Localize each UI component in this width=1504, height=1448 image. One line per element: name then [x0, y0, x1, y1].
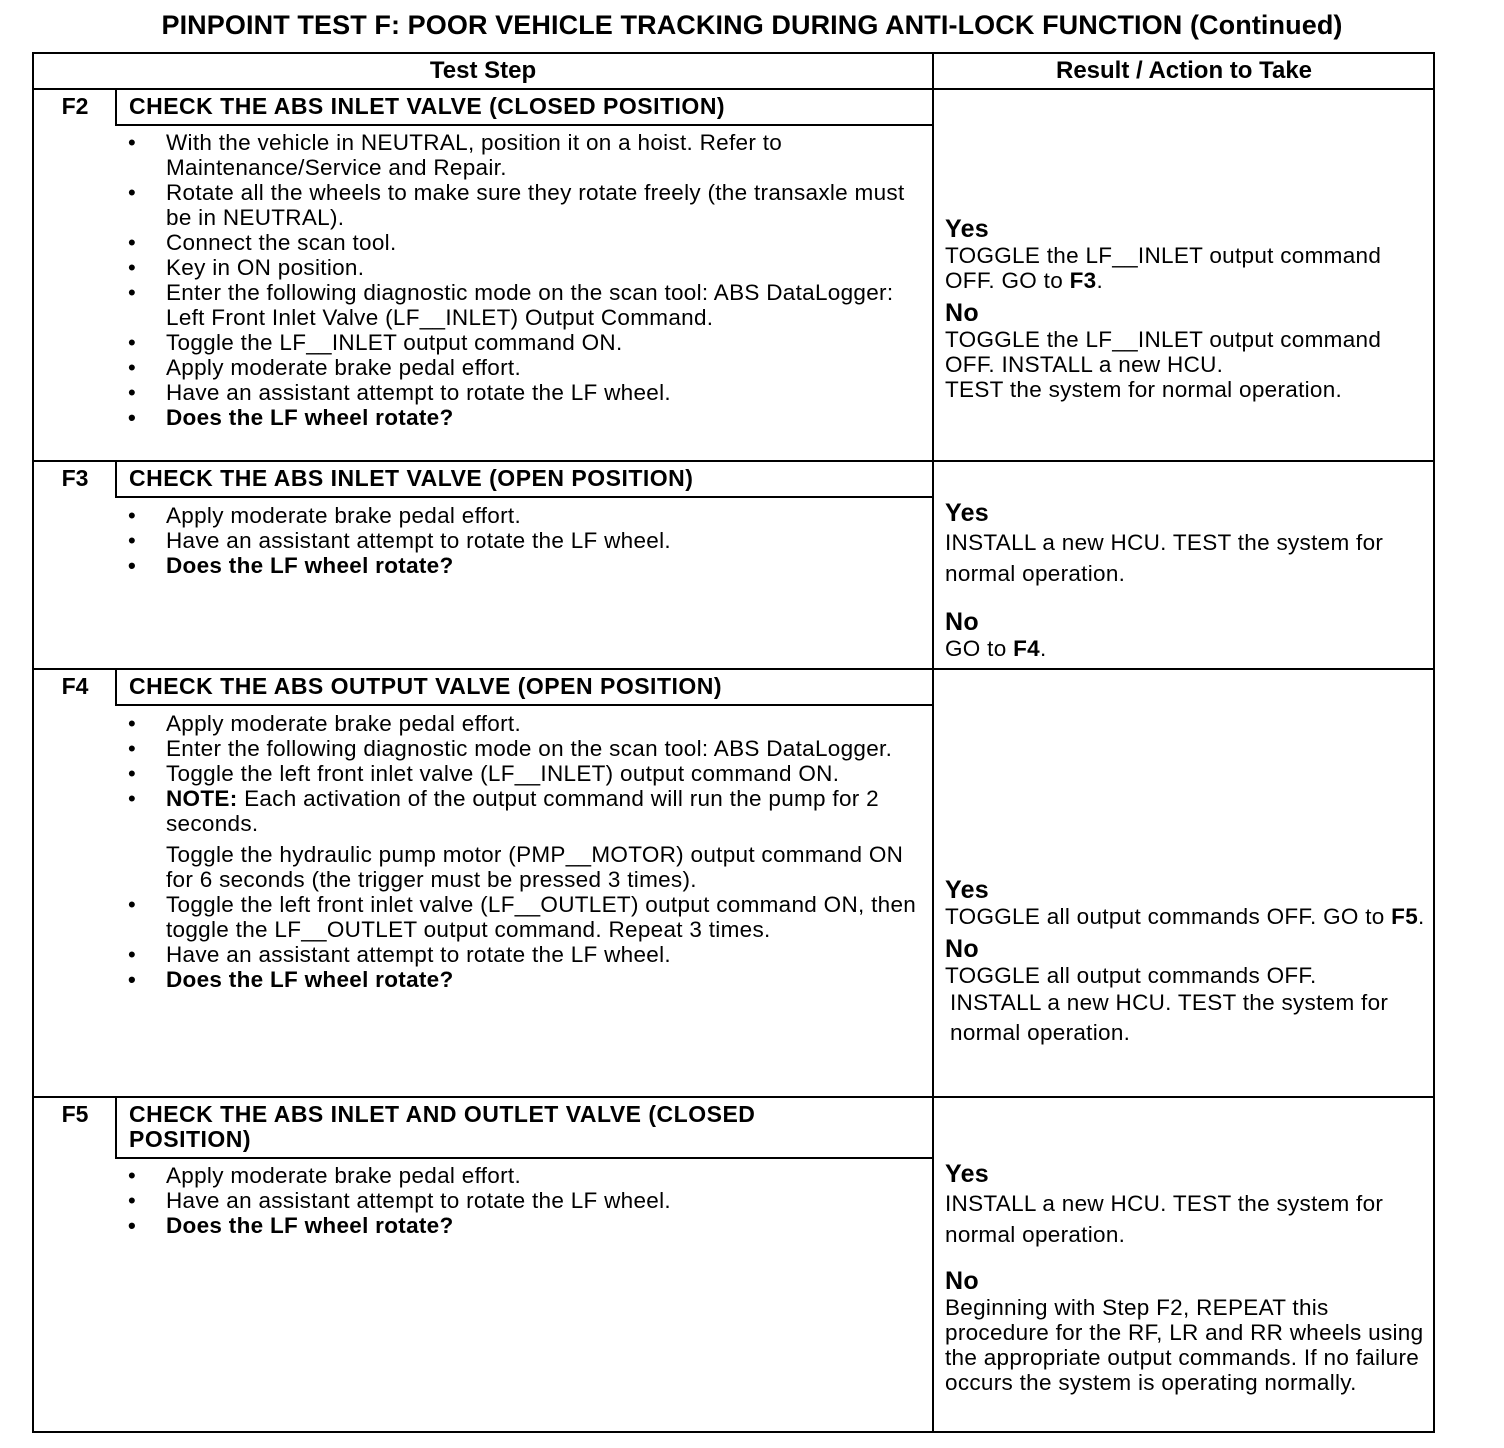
row-divider — [32, 668, 1435, 670]
list-item: • Have an assistant attempt to rotate the LF wheel. — [120, 380, 920, 405]
no-action: GO to F4. — [945, 636, 1047, 661]
list-item: Toggle the hydraulic pump motor (PMP__MOTOR) output command ON for 6 seconds (the trigger must be pressed 3 times). — [166, 842, 904, 892]
no-label: No — [945, 1267, 979, 1295]
list-item: • Enter the following diagnostic mode on the scan tool: ABS DataLogger. — [120, 736, 920, 761]
list-item: • Rotate all the wheels to make sure they rotate freely (the transaxle must be in NEUTRAL). — [120, 180, 920, 230]
step-id-f4: F4 — [61, 673, 89, 699]
step-list-f3 — [120, 503, 920, 578]
yes-action: TOGGLE all output commands OFF. GO to F5. — [945, 904, 1425, 929]
step-list-f5 — [120, 1163, 920, 1238]
list-item: • Apply moderate brake pedal effort. — [120, 355, 920, 380]
no-label: No — [945, 299, 979, 327]
result-column-divider — [932, 52, 934, 1433]
list-item-question: • Does the LF wheel rotate? — [120, 967, 920, 992]
step-id-f2: F2 — [61, 93, 89, 119]
list-item: • Have an assistant attempt to rotate the LF wheel. — [120, 942, 920, 967]
step-list-f2 — [120, 130, 920, 430]
result-f2 — [945, 216, 1427, 402]
goto-link: F3 — [1069, 268, 1097, 293]
step-id-f3: F3 — [61, 465, 89, 491]
list-item-question: • Does the LF wheel rotate? — [120, 405, 920, 430]
result-f4 — [945, 877, 1427, 1048]
yes-label: Yes — [945, 215, 990, 243]
list-item: • Apply moderate brake pedal effort. — [120, 711, 920, 736]
no-action: TOGGLE all output commands OFF. — [945, 963, 1317, 988]
list-item-note: • NOTE: Each activation of the output command will run the pump for 2 seconds. — [120, 786, 920, 836]
no-label: No — [945, 608, 979, 636]
title-underline — [115, 124, 933, 126]
list-item: • Connect the scan tool. — [120, 230, 920, 255]
step-list-f4 — [120, 711, 920, 992]
step-title-f4: CHECK THE ABS OUTPUT VALVE (OPEN POSITION) — [129, 673, 723, 699]
yes-label: Yes — [945, 1160, 990, 1188]
no-action: INSTALL a new HCU. TEST the system for normal operation. — [950, 990, 1389, 1045]
list-item-question: • Does the LF wheel rotate? — [120, 1213, 920, 1238]
row-divider — [32, 1096, 1435, 1098]
step-id-f5: F5 — [61, 1101, 89, 1127]
list-item: • Key in ON position. — [120, 255, 920, 280]
header-test-step: Test Step — [429, 57, 537, 84]
list-item: • Apply moderate brake pedal effort. — [120, 1163, 920, 1188]
yes-label: Yes — [945, 876, 990, 904]
list-item: • With the vehicle in NEUTRAL, position it on a hoist. Refer to Maintenance/Service and Repair. — [120, 130, 920, 180]
step-title-f3: CHECK THE ABS INLET VALVE (OPEN POSITION) — [129, 465, 694, 491]
row-divider — [32, 460, 1435, 462]
list-item: • Toggle the left front inlet valve (LF__OUTLET) output command ON, then toggle the LF__OUTLET output command. Repeat 3 times. — [120, 892, 920, 942]
list-item: • Enter the following diagnostic mode on the scan tool: ABS DataLogger: Left Front Inlet Valve (LF__INLET) Output Command. — [120, 280, 920, 330]
list-item: • Apply moderate brake pedal effort. — [120, 503, 920, 528]
page-title: PINPOINT TEST F: POOR VEHICLE TRACKING DURING ANTI-LOCK FUNCTION (Continued) — [161, 10, 1343, 40]
result-f5 — [945, 1161, 1427, 1395]
result-f3 — [945, 500, 1427, 661]
list-item: • Toggle the left front inlet valve (LF__INLET) output command ON. — [120, 761, 920, 786]
title-underline — [115, 704, 933, 706]
title-underline — [115, 496, 933, 498]
list-item: • Toggle the LF__INLET output command ON. — [120, 330, 920, 355]
no-action: Beginning with Step F2, REPEAT this procedure for the RF, LR and RR wheels using the appropriate output commands. If no failure occurs the system is operating normally. — [945, 1295, 1424, 1395]
list-item-question: • Does the LF wheel rotate? — [120, 553, 920, 578]
yes-label: Yes — [945, 499, 990, 527]
no-label: No — [945, 935, 979, 963]
goto-link: F4 — [1013, 636, 1040, 661]
yes-action: TOGGLE the LF__INLET output command OFF. GO to F3. — [945, 243, 1382, 293]
header-result: Result / Action to Take — [1055, 57, 1313, 84]
step-title-f5: CHECK THE ABS INLET AND OUTLET VALVE (CLOSED POSITION) — [129, 1101, 756, 1152]
title-underline — [115, 1157, 933, 1159]
yes-action: INSTALL a new HCU. TEST the system for normal operation. — [945, 530, 1384, 586]
step-title-f2: CHECK THE ABS INLET VALVE (CLOSED POSITION) — [129, 93, 726, 119]
list-item: • Have an assistant attempt to rotate the LF wheel. — [120, 1188, 920, 1213]
list-item: • Have an assistant attempt to rotate the LF wheel. — [120, 528, 920, 553]
no-action: TOGGLE the LF__INLET output command OFF. INSTALL a new HCU. — [945, 327, 1382, 377]
no-action: TEST the system for normal operation. — [945, 377, 1343, 402]
yes-action: INSTALL a new HCU. TEST the system for normal operation. — [945, 1191, 1384, 1247]
goto-link: F5 — [1391, 904, 1419, 929]
header-divider — [32, 88, 1435, 90]
note-label: NOTE: — [166, 786, 238, 811]
